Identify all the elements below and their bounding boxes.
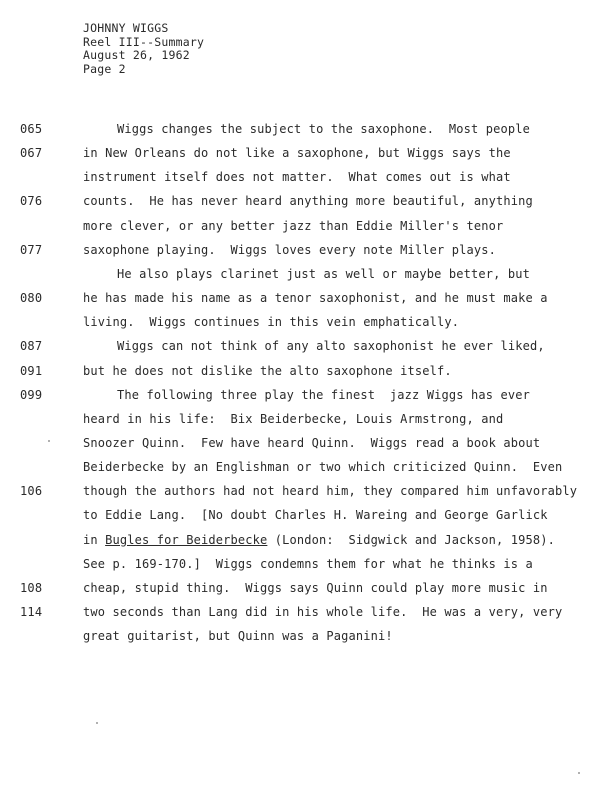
text-line [0, 241, 612, 259]
line-text: living. Wiggs continues in this vein emphatically. [83, 315, 460, 330]
line-text: The following three play the finest jazz Wiggs has ever [117, 387, 530, 402]
text-line [0, 627, 612, 645]
text-line [0, 337, 612, 355]
tape-counter-number: 114 [20, 605, 43, 619]
line-text: heard in his life: Bix Beiderbecke, Louis Armstrong, and [83, 411, 504, 426]
tape-counter-number: 077 [20, 242, 43, 257]
tape-counter-number: 106 [20, 484, 43, 499]
text-line [0, 579, 612, 597]
text-line [0, 555, 612, 573]
header-reel: Reel III--Summary [83, 34, 205, 49]
text-line [0, 313, 612, 331]
text-line [0, 120, 612, 138]
text-line [0, 265, 612, 283]
text-line [0, 434, 612, 452]
header-page: Page 2 [83, 61, 126, 76]
tape-counter-number: 099 [20, 387, 43, 402]
header-date: August 26, 1962 [83, 48, 190, 62]
line-text: though the authors had not heard him, they compared him unfavorably [83, 484, 578, 499]
text-line [0, 386, 612, 404]
line-text: instrument itself does not matter. What comes out is what [83, 170, 511, 185]
text-line [0, 192, 612, 210]
line-text: counts. He has never heard anything more beautiful, anything [83, 194, 533, 209]
text-line [0, 506, 612, 524]
text-line [0, 362, 612, 380]
tape-counter-number: 087 [20, 339, 43, 354]
line-text: Beiderbecke by an Englishman or two which criticized Quinn. Even [83, 460, 563, 475]
tape-counter-number: 091 [20, 363, 43, 378]
text-line [0, 603, 612, 621]
line-text: He also plays clarinet just as well or maybe better, but [117, 266, 530, 281]
tape-counter-number: 080 [20, 291, 43, 305]
line-text: cheap, stupid thing. Wiggs says Quinn could play more music in [83, 580, 548, 595]
text-line [0, 217, 612, 235]
text-line [0, 410, 612, 428]
line-text: See p. 169-170.] Wiggs condemns them for what he thinks is a [83, 556, 533, 571]
tape-counter-number: 067 [20, 146, 43, 161]
line-text: to Eddie Lang. [No doubt Charles H. Wareing and George Garlick [83, 508, 548, 523]
line-text: great guitarist, but Quinn was a Paganini! [83, 629, 393, 644]
text-line [0, 144, 612, 162]
line-text: Wiggs changes the subject to the saxophone. Most people [117, 122, 530, 136]
text-line [0, 531, 612, 549]
text-line [0, 168, 612, 186]
tape-counter-number: 065 [20, 122, 43, 136]
text-line [0, 289, 612, 307]
line-text: he has made his name as a tenor saxophonist, and he must make a [83, 291, 548, 305]
line-text: in New Orleans do not like a saxophone, but Wiggs says the [83, 146, 511, 161]
scan-speck [96, 722, 98, 724]
line-text: but he does not dislike the alto saxophone itself. [83, 363, 452, 378]
scan-speck [578, 772, 580, 774]
line-text: more clever, or any better jazz than Eddie Miller's tenor [83, 218, 504, 233]
line-text: Snoozer Quinn. Few have heard Quinn. Wiggs read a book about [83, 435, 541, 450]
tape-counter-number: 076 [20, 194, 43, 209]
line-text-after-title: (London: Sidgwick and Jackson, 1958). [267, 532, 555, 547]
book-title: Bugles for Beiderbecke [105, 532, 268, 547]
text-line [0, 458, 612, 476]
line-text: saxophone playing. Wiggs loves every note Miller plays. [83, 242, 496, 257]
line-text-before-title: in [83, 532, 106, 547]
scan-speck [48, 440, 50, 442]
line-text [83, 531, 555, 549]
tape-counter-number: 108 [20, 580, 43, 595]
document-header [83, 22, 204, 76]
line-text: Wiggs can not think of any alto saxophonist he ever liked, [117, 339, 545, 354]
text-line [0, 482, 612, 500]
line-text: two seconds than Lang did in his whole life. He was a very, very [83, 605, 563, 619]
header-name: JOHNNY WIGGS [83, 21, 169, 35]
